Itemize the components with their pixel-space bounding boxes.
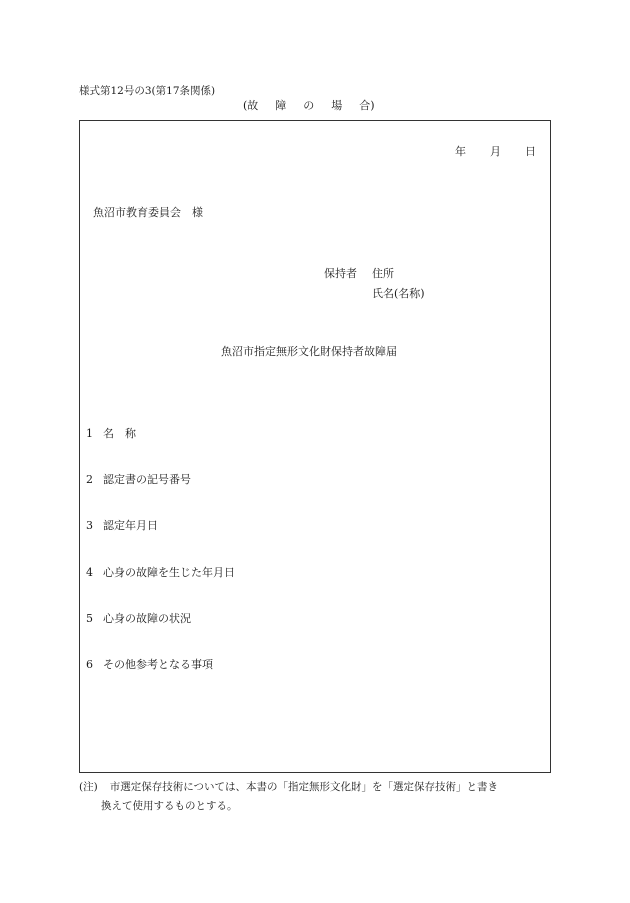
date-year-label: 年 (455, 145, 466, 158)
date-line (455, 146, 536, 157)
case-label-part: (故 (243, 99, 259, 112)
footnote-prefix: (注) (79, 781, 98, 793)
item-number: 5 (86, 612, 93, 625)
item-number: 6 (86, 658, 93, 671)
item-number: 2 (86, 473, 93, 486)
footnote-line-2: 換えて使用するものとする。 (101, 800, 238, 812)
list-item (86, 567, 235, 578)
list-item (86, 428, 136, 439)
list-item (86, 520, 158, 531)
item-label: 心身の故障を生じた年月日 (103, 566, 235, 579)
date-month-label: 月 (490, 145, 501, 158)
date-day-label: 日 (525, 145, 536, 158)
form-number: 様式第12号の3(第17条関係) (79, 85, 216, 97)
holder-label: 保持者 (324, 267, 357, 280)
footnote-line-1: 市選定保存技術については、本書の「指定無形文化財」を「選定保存技術」と書き (109, 781, 498, 793)
item-label: 認定書の記号番号 (103, 473, 191, 486)
item-label: 名 称 (103, 427, 136, 440)
document-title: 魚沼市指定無形文化財保持者故障届 (221, 345, 397, 358)
item-label: 認定年月日 (103, 519, 158, 532)
holder-address-label: 住所 (372, 267, 394, 280)
item-label: 心身の故障の状況 (103, 612, 191, 625)
case-label (243, 100, 375, 111)
list-item (86, 474, 191, 485)
item-number: 3 (86, 519, 93, 532)
footnote (79, 782, 498, 793)
case-label-part: の (303, 99, 315, 112)
recipient: 魚沼市教育委員会 様 (93, 206, 203, 219)
case-label-part: 障 (275, 99, 287, 112)
item-label: その他参考となる事項 (103, 658, 213, 671)
holder-name-label: 氏名(名称) (372, 287, 425, 300)
item-number: 4 (86, 566, 93, 579)
list-item (86, 613, 191, 624)
list-item (86, 659, 213, 670)
item-number: 1 (86, 427, 93, 440)
case-label-part: 合) (359, 99, 375, 112)
case-label-part: 場 (331, 99, 343, 112)
